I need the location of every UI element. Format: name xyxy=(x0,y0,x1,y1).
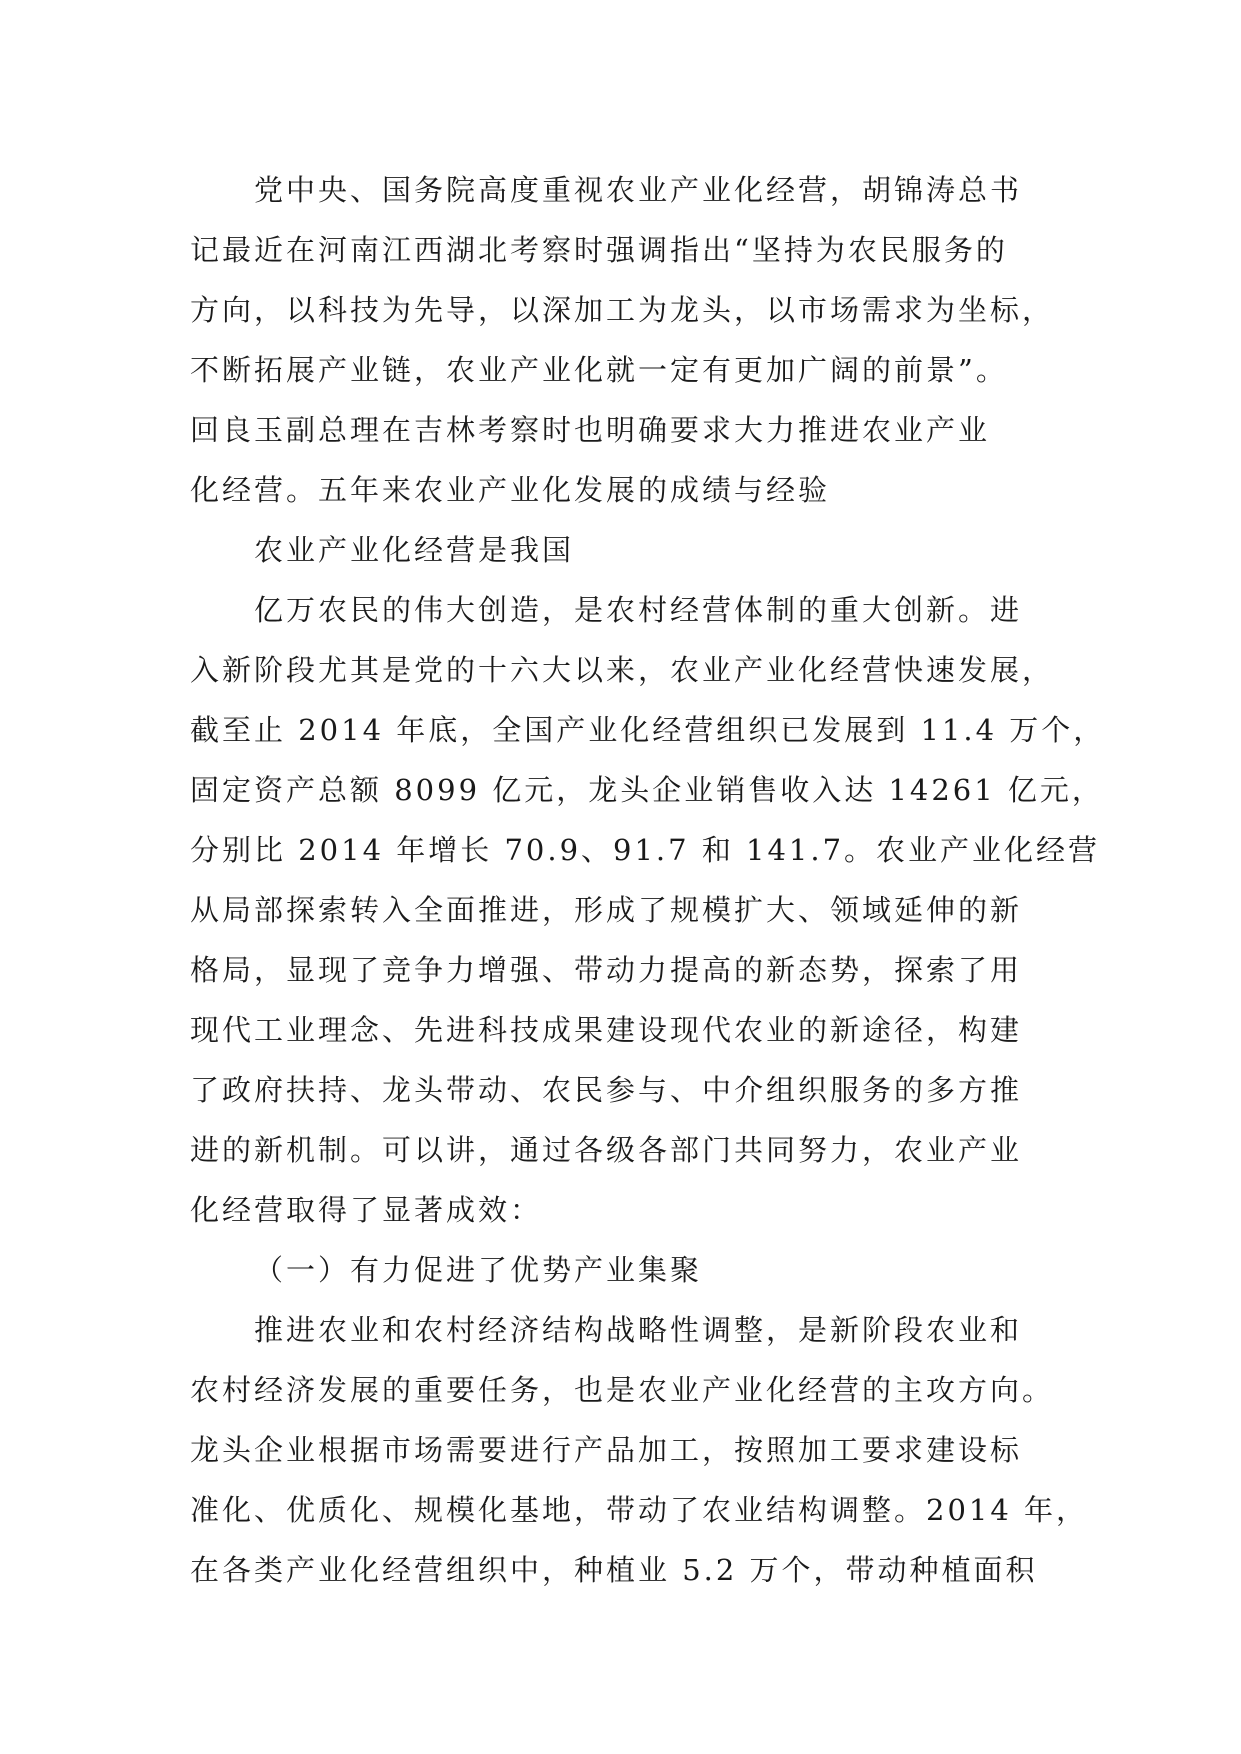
paragraph-4-line-1: 推进农业和农村经济结构战略性调整，是新阶段农业和 xyxy=(254,1313,1023,1347)
paragraph-3-line-3: 截至止 2014 年底，全国产业化经营组织已发展到 11.4 万个， xyxy=(190,713,1106,747)
paragraph-3-line-9: 了政府扶持、龙头带动、农民参与、中介组织服务的多方推 xyxy=(190,1073,1023,1107)
paragraph-3-line-11: 化经营取得了显著成效： xyxy=(190,1193,543,1227)
paragraph-1-line-1: 党中央、国务院高度重视农业产业化经营，胡锦涛总书 xyxy=(254,173,1023,207)
paragraph-4-line-4: 准化、优质化、规模化基地，带动了农业结构调整。2014 年， xyxy=(190,1493,1089,1527)
paragraph-1-line-5: 回良玉副总理在吉林考察时也明确要求大力推进农业产业 xyxy=(190,413,991,447)
paragraph-4-line-5: 在各类产业化经营组织中，种植业 5.2 万个，带动种植面积 xyxy=(190,1553,1038,1587)
paragraph-2-line-1: 农业产业化经营是我国 xyxy=(254,533,575,567)
paragraph-3-line-4: 固定资产总额 8099 亿元，龙头企业销售收入达 14261 亿元， xyxy=(190,773,1104,807)
paragraph-3-line-1: 亿万农民的伟大创造，是农村经营体制的重大创新。进 xyxy=(254,593,1023,627)
paragraph-3-line-7: 格局，显现了竞争力增强、带动力提高的新态势，探索了用 xyxy=(190,953,1023,987)
paragraph-4-line-2: 农村经济发展的重要任务，也是农业产业化经营的主攻方向。 xyxy=(190,1373,1055,1407)
paragraph-4-line-3: 龙头企业根据市场需要进行产品加工，按照加工要求建设标 xyxy=(190,1433,1023,1467)
paragraph-1-line-4: 不断拓展产业链，农业产业化就一定有更加广阔的前景”。 xyxy=(190,353,1008,387)
section-heading-1: （一）有力促进了优势产业集聚 xyxy=(254,1253,703,1287)
paragraph-1-line-3: 方向，以科技为先导，以深加工为龙头，以市场需求为坐标， xyxy=(190,293,1055,327)
paragraph-3-line-10: 进的新机制。可以讲，通过各级各部门共同努力，农业产业 xyxy=(190,1133,1023,1167)
paragraph-3-line-6: 从局部探索转入全面推进，形成了规模扩大、领域延伸的新 xyxy=(190,893,1023,927)
paragraph-3-line-2: 入新阶段尤其是党的十六大以来，农业产业化经营快速发展， xyxy=(190,653,1055,687)
paragraph-3-line-5: 分别比 2014 年增长 70.9、91.7 和 141.7。农业产业化经营 xyxy=(190,833,1101,867)
paragraph-1-line-6: 化经营。五年来农业产业化发展的成绩与经验 xyxy=(190,473,831,507)
body-text xyxy=(190,160,1106,1600)
paragraph-1-line-2: 记最近在河南江西湖北考察时强调指出“坚持为农民服务的 xyxy=(190,233,1008,267)
paragraph-3-line-8: 现代工业理念、先进科技成果建设现代农业的新途径，构建 xyxy=(190,1013,1023,1047)
